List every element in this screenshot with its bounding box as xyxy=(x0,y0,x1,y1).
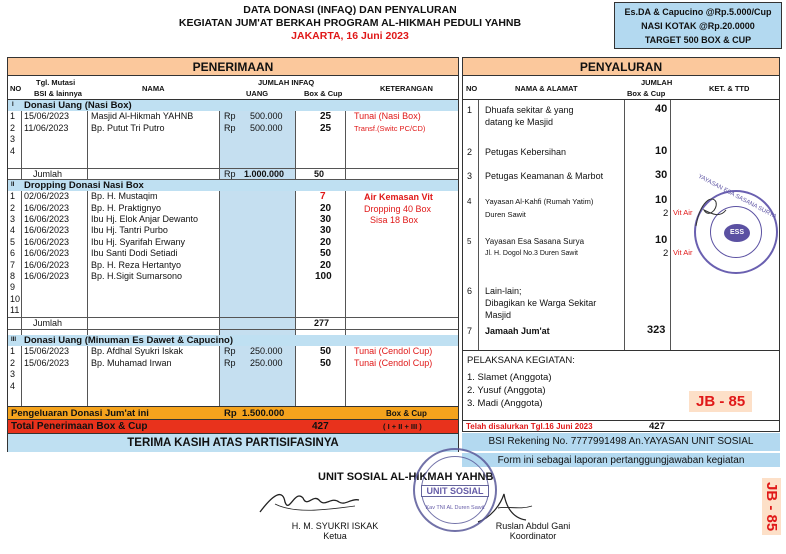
koordinator-block xyxy=(478,521,588,541)
title-date: JAKARTA, 16 Juni 2023 xyxy=(291,30,409,42)
row-no: 1 xyxy=(10,346,16,357)
unit-sosial-stamp xyxy=(413,448,497,532)
pengeluaran-ket: Box & Cup xyxy=(386,409,427,418)
row-no: 11 xyxy=(10,305,20,316)
col-tgl-sub: BSI & lainnya xyxy=(34,89,82,98)
table-row xyxy=(8,225,458,236)
row-no: 5 xyxy=(10,236,16,247)
row-name: Bp. Muhamad Irwan xyxy=(91,357,172,368)
table-row xyxy=(8,248,458,259)
row-box: 20 xyxy=(320,236,332,248)
jumlah-box: 50 xyxy=(314,169,325,180)
pny-5-ket: Vit Air xyxy=(673,248,693,257)
section-2 xyxy=(8,180,458,191)
row-date: 16/06/2023 xyxy=(24,248,70,259)
row-date: 15/06/2023 xyxy=(24,357,70,368)
pengeluaran-row xyxy=(8,406,458,419)
table-row xyxy=(8,260,458,271)
row-no: 2 xyxy=(10,122,16,133)
pny-7-name: Jamaah Jum'at xyxy=(485,326,550,336)
koordinator-role: Koordinator xyxy=(509,531,557,541)
yayasan-logo-icon: ESS xyxy=(724,224,750,242)
pny-6-addr: Dibagikan ke Warga Sekitar xyxy=(485,298,597,308)
row-date: 16/06/2023 xyxy=(24,225,70,236)
pny-5-no: 5 xyxy=(467,237,472,246)
col-no: NO xyxy=(10,84,22,93)
row-box: 7 xyxy=(320,191,326,203)
total-value: 427 xyxy=(312,421,329,432)
row-box: 30 xyxy=(320,225,332,237)
row-no: 2 xyxy=(10,202,16,213)
row-date: 16/06/2023 xyxy=(24,214,70,224)
form-note: Form ini sebagai laporan pertanggungjawaban kegiatan xyxy=(462,452,780,467)
penerimaan-header xyxy=(8,76,458,100)
table-row xyxy=(8,271,458,282)
col-box: Box & Cup xyxy=(304,89,343,98)
pny-col-jumlah: JUMLAH xyxy=(641,78,673,87)
row-ket: Tunai (Nasi Box) xyxy=(354,111,421,122)
row-no: 3 xyxy=(10,134,16,145)
section-2-label: Dropping Donasi Nasi Box xyxy=(24,179,144,191)
pny-2-no: 2 xyxy=(467,147,473,157)
yayasan-stamp-text: YAYASAN ESA SASANA SURYA xyxy=(696,173,778,221)
penerimaan-table xyxy=(7,57,459,452)
row-no: 3 xyxy=(10,369,16,380)
row-name: Bp. H. Mustaqim xyxy=(91,191,158,202)
table-row xyxy=(8,123,458,134)
pelaksana-block xyxy=(463,350,779,420)
row-no: 4 xyxy=(10,225,16,236)
pny-col-ket: KET. & TTD xyxy=(709,84,750,93)
row-uang: 500.000 xyxy=(250,111,283,122)
row-name: Masjid Al-Hikmah YAHNB xyxy=(91,111,194,122)
title-line-2: KEGIATAN JUM'AT BERKAH PROGRAM AL-HIKMAH PEDULI YAHNB xyxy=(178,17,522,29)
jumlah-rp: Rp xyxy=(224,169,236,180)
row-rp: Rp xyxy=(224,346,236,357)
price-line-1: Es.DA & Capucino @Rp.5.000/Cup xyxy=(624,7,772,17)
koordinator-name: Ruslan Abdul Gani xyxy=(495,521,571,531)
section-3-label: Donasi Uang (Minuman Es Dawet & Capucino) xyxy=(24,335,234,346)
pelaksana-3: 3. Madi (Anggota) xyxy=(467,398,543,409)
row-rp: Rp xyxy=(224,122,236,133)
row-ket: Transf.(Switc PC/CD) xyxy=(354,123,426,133)
table-row xyxy=(8,358,458,369)
table-row xyxy=(8,305,458,316)
pny-4-ket: Vit Air xyxy=(673,208,693,217)
pny-6-no: 6 xyxy=(467,286,473,296)
row-no: 4 xyxy=(10,145,16,156)
penerimaan-body xyxy=(8,100,458,406)
table-row xyxy=(8,134,458,145)
price-line-2: NASI KOTAK @Rp.20.0000 xyxy=(641,21,755,31)
total-label: Total Penerimaan Box & Cup xyxy=(11,421,148,432)
row-box: 20 xyxy=(320,259,332,271)
table-row xyxy=(8,294,458,305)
row-name: Bp. Afdhal Syukri Iskak xyxy=(91,346,184,357)
row-box: 50 xyxy=(320,248,332,260)
price-line-3: TARGET 500 BOX & CUP xyxy=(644,35,752,45)
row-no: 3 xyxy=(10,214,16,224)
pny-4-no: 4 xyxy=(467,197,472,206)
pny-3-name: Petugas Keamanan & Marbot xyxy=(485,171,604,181)
row-no: 1 xyxy=(10,111,16,122)
table-row xyxy=(8,111,458,122)
code-badge: JB - 85 xyxy=(689,391,752,412)
table-row xyxy=(8,369,458,380)
bsi-rekening: BSI Rekening No. 7777991498 An.YAYASAN UNIT SOSIAL xyxy=(462,433,780,451)
ket-air-kemasan: Air Kemasan Vit xyxy=(364,192,433,202)
row-name: Ibu Hj. Tantri Purbo xyxy=(91,225,168,236)
row-box: 100 xyxy=(315,271,332,282)
row-no: 1 xyxy=(10,191,16,202)
pny-6-name: Lain-lain; xyxy=(485,286,522,296)
ketua-block xyxy=(280,521,390,541)
row-date: 16/06/2023 xyxy=(24,202,70,213)
stamp-sub-text: Kav TNI AL Duren Sawit xyxy=(425,505,485,511)
penerimaan-title: PENERIMAAN xyxy=(8,58,458,76)
pny-3-value: 30 xyxy=(655,169,668,181)
section-1 xyxy=(8,100,458,111)
pny-4-name: Yayasan Al-Kahfi (Rumah Yatim) xyxy=(485,197,594,206)
jumlah-total: 1.000.000 xyxy=(244,169,285,180)
pny-1-name: Dhuafa sekitar & yang xyxy=(485,105,574,115)
row-date: 16/06/2023 xyxy=(24,236,70,247)
ket-sisa: Sisa 18 Box xyxy=(370,215,419,225)
row-uang: 500.000 xyxy=(250,122,283,133)
section-3 xyxy=(8,335,458,346)
pny-7-no: 7 xyxy=(467,326,473,336)
row-rp: Rp xyxy=(224,111,236,122)
total-row xyxy=(8,419,458,433)
col-tgl: Tgl. Mutasi xyxy=(36,78,76,87)
table-row xyxy=(8,346,458,357)
col-nama: NAMA xyxy=(142,84,165,93)
row-name: Ibu Hj. Syarifah Erwany xyxy=(91,236,186,247)
section-1-jumlah xyxy=(8,168,458,179)
pny-3-no: 3 xyxy=(467,171,473,181)
table-row xyxy=(8,282,458,293)
thanks-banner: TERIMA KASIH ATAS PARTISIFASINYA xyxy=(8,433,458,452)
stamp-center-text: UNIT SOSIAL xyxy=(421,485,489,497)
row-uang: 250.000 xyxy=(250,357,283,368)
section-2-no: II xyxy=(11,181,15,188)
side-code: JB - 85 xyxy=(762,478,781,535)
col-uang: UANG xyxy=(246,89,269,98)
row-box: 50 xyxy=(320,346,332,358)
section-3-no: III xyxy=(11,337,17,343)
col-jumlah: JUMLAH INFAQ xyxy=(258,78,315,87)
row-ket: Tunai (Cendol Cup) xyxy=(354,346,433,357)
row-no: 8 xyxy=(10,271,16,281)
pny-6-addr-2: Masjid xyxy=(485,310,512,320)
row-no: 9 xyxy=(10,282,16,293)
pny-2-name: Petugas Kebersihan xyxy=(485,147,567,157)
table-row xyxy=(8,146,458,157)
pny-2-value: 10 xyxy=(655,145,668,157)
ketua-role: Ketua xyxy=(323,531,347,541)
table-row xyxy=(8,381,458,392)
row-no: 2 xyxy=(10,357,16,368)
price-target-box xyxy=(614,2,782,49)
pny-col-box: Box & Cup xyxy=(627,89,666,98)
section-1-no: I xyxy=(12,102,14,108)
row-rp: Rp xyxy=(224,357,236,368)
pelaksana-1: 1. Slamet (Anggota) xyxy=(467,372,552,383)
row-date: 11/06/2023 xyxy=(24,122,69,133)
penyaluran-header xyxy=(463,76,779,100)
pengeluaran-rp: Rp xyxy=(224,408,237,419)
pengeluaran-value: 1.500.000 xyxy=(242,408,285,419)
table-row xyxy=(8,237,458,248)
row-box: 25 xyxy=(320,111,332,123)
pny-4-addr: Duren Sawit xyxy=(485,210,526,219)
ketua-signature xyxy=(255,484,365,520)
disalurkan-label: Telah disalurkan Tgl.16 Juni 2023 xyxy=(466,422,593,431)
pny-col-nama: NAMA & ALAMAT xyxy=(515,84,578,93)
pelaksana-title: PELAKSANA KEGIATAN: xyxy=(467,355,575,366)
ketua-name: H. M. SYUKRI ISKAK xyxy=(291,521,379,531)
row-name: Ibu Santi Dodi Setiadi xyxy=(91,248,178,259)
footer-unit: UNIT SOSIAL AL-HIKMAH YAHNB xyxy=(318,471,494,483)
row-date: 02/06/2023 xyxy=(24,191,70,202)
row-date: 15/06/2023 xyxy=(24,346,70,357)
section-1-label: Donasi Uang (Nasi Box) xyxy=(24,100,132,111)
row-no: 4 xyxy=(10,380,16,391)
pny-4-value: 10 xyxy=(655,194,668,206)
row-name: Bp. Putut Tri Putro xyxy=(91,122,165,133)
row-uang: 250.000 xyxy=(250,346,283,357)
title-line-1: DATA DONASI (INFAQ) DAN PENYALURAN xyxy=(243,4,457,16)
vit-air-signature xyxy=(690,188,730,238)
pelaksana-2: 2. Yusuf (Anggota) xyxy=(467,385,546,396)
row-box: 25 xyxy=(320,122,332,134)
pny-7-value: 323 xyxy=(647,324,666,336)
report-title xyxy=(90,4,610,43)
row-no: 10 xyxy=(10,293,21,304)
row-no: 6 xyxy=(10,248,16,259)
disalurkan-value: 427 xyxy=(649,421,665,432)
jumlah-2-box: 277 xyxy=(314,317,330,328)
pny-4-value-2: 2 xyxy=(663,208,669,219)
ket-dropping: Dropping 40 Box xyxy=(364,203,432,214)
disalurkan-row xyxy=(463,420,779,432)
pny-1-value: 40 xyxy=(655,103,668,115)
col-keterangan: KETERANGAN xyxy=(380,84,433,93)
pny-5-value: 10 xyxy=(655,234,668,246)
pny-1-no: 1 xyxy=(467,105,473,115)
row-date: 15/06/2023 xyxy=(24,111,70,122)
pny-col-no: NO xyxy=(466,84,478,93)
total-ket: ( I + II + III ) xyxy=(383,422,422,431)
row-no: 7 xyxy=(10,259,16,270)
section-2-jumlah xyxy=(8,317,458,330)
jumlah-2-label: Jumlah xyxy=(33,317,63,328)
row-name: Ibu Hj. Elok Anjar Dewanto xyxy=(91,214,199,224)
row-date: 16/06/2023 xyxy=(24,271,70,281)
row-name: Bp. H. Reza Hertantyo xyxy=(91,259,182,270)
row-box: 30 xyxy=(320,214,332,225)
row-ket: Tunai (Cendol Cup) xyxy=(354,357,433,368)
pny-1-addr: datang ke Masjid xyxy=(485,117,554,127)
penyaluran-title: PENYALURAN xyxy=(463,58,779,76)
row-box: 50 xyxy=(320,357,332,369)
pny-5-name: Yayasan Esa Sasana Surya xyxy=(485,237,585,246)
row-name: Bp. H.Sigit Sumarsono xyxy=(91,271,183,281)
row-name: Bp. H. Praktignyo xyxy=(91,202,162,213)
jumlah-label: Jumlah xyxy=(33,169,63,180)
row-box: 20 xyxy=(320,202,332,214)
pny-5-value-2: 2 xyxy=(663,248,669,259)
row-date: 16/06/2023 xyxy=(24,259,70,270)
pny-5-addr: Jl. H. Dogol No.3 Duren Sawit xyxy=(485,250,578,257)
pengeluaran-label: Pengeluaran Donasi Jum'at ini xyxy=(11,408,149,419)
